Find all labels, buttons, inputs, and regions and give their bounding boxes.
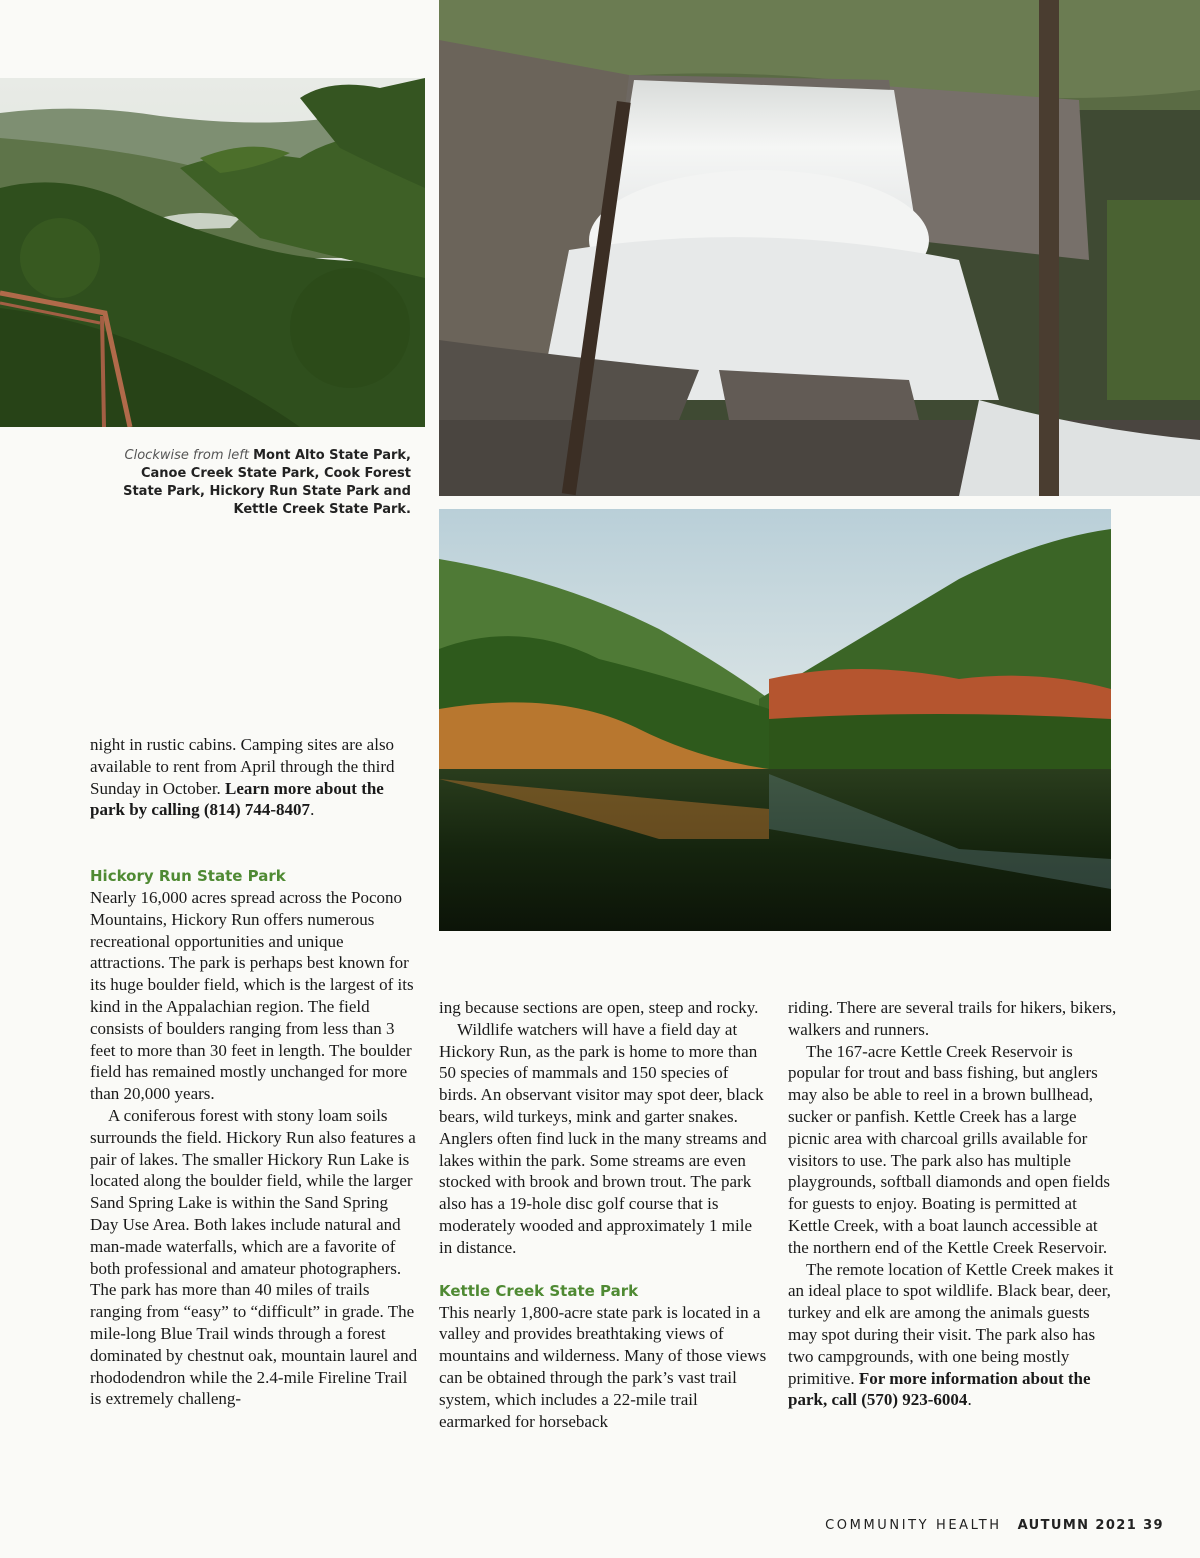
caption-park-names: Mont Alto State Park, Canoe Creek State Park, Cook Forest State Park, Hickory Run State Park and Kettle Creek State Park. bbox=[123, 448, 411, 517]
kettle-paragraph-1-part-2: riding. There are several trails for hikers, bikers, walkers and runners. bbox=[788, 998, 1117, 1039]
hickory-paragraph-2-part-2: ing because sections are open, steep and rocky. bbox=[439, 998, 759, 1017]
photo-mont-alto-overlook bbox=[0, 78, 425, 427]
article-column-1 bbox=[90, 865, 420, 1410]
hickory-run-heading: Hickory Run State Park bbox=[90, 867, 286, 885]
intro-paragraph bbox=[90, 734, 420, 821]
article-column-3 bbox=[788, 997, 1118, 1411]
intro-phone-callout: Learn more about the park by calling (814) 744-8407 bbox=[90, 778, 384, 820]
kettle-phone-callout: For more information about the park, call (570) 923-6004 bbox=[788, 1368, 1091, 1410]
kettle-creek-heading: Kettle Creek State Park bbox=[439, 1281, 639, 1300]
kettle-paragraph-3 bbox=[788, 1259, 1118, 1412]
publication-name: COMMUNITY HEALTH bbox=[825, 1518, 1002, 1533]
intro-end: . bbox=[310, 800, 315, 820]
kettle-paragraph-3-text: The remote location of Kettle Creek makes it an ideal place to spot wildlife. Black bear, deer, turkey and elk are among the animals guests may spot during their visit. The park also has two campgrounds, with one being mostly primitive. bbox=[788, 1259, 1114, 1388]
issue-and-page-number: AUTUMN 2021 39 bbox=[1017, 1518, 1164, 1533]
article-column-2 bbox=[439, 997, 769, 1432]
intro-continuation bbox=[90, 734, 420, 821]
hickory-paragraph-3: Wildlife watchers will have a field day at Hickory Run, as the park is home to more than 50 species of mammals and 150 species of birds. An observant visitor may spot deer, black bears, wild turkeys, mink and garter snakes. Anglers often find luck in the many streams and lakes within the park. Some streams are even stocked with brook and brown trout. The park also has a 19-hole disc golf course that is moderately wooded and approximately 1 mile in distance. bbox=[439, 1019, 767, 1257]
kettle-paragraph-3-end: . bbox=[967, 1390, 972, 1410]
photo-kettle-creek-reservoir bbox=[439, 509, 1111, 931]
page-footer bbox=[825, 1518, 1164, 1533]
photo-caption bbox=[100, 447, 411, 519]
kettle-paragraph-1-part-1: This nearly 1,800-acre state park is located in a valley and provides breathtaking views of mountains and wilderness. Many of those views can be obtained through the park’s vast trail system, which includes a 22-mile trail earmarked for horseback bbox=[439, 1302, 767, 1431]
caption-lead: Clockwise from left bbox=[124, 448, 249, 463]
intro-text: night in rustic cabins. Camping sites are also available to rent from April through the third Sunday in October. bbox=[90, 735, 395, 798]
photo-waterfall-dam bbox=[439, 0, 1200, 496]
hickory-paragraph-1: Nearly 16,000 acres spread across the Pocono Mountains, Hickory Run offers numerous recreational opportunities and unique attractions. The park is perhaps best known for its huge boulder field, which is the largest of its kind in the Appalachian region. The field consists of boulders ranging from less than 3 feet to more than 30 feet in length. The boulder field has remained mostly unchanged for more than 20,000 years. bbox=[90, 888, 414, 1104]
hickory-paragraph-2-part-1: A coniferous forest with stony loam soils surrounds the field. Hickory Run also features a pair of lakes. The smaller Hickory Run Lake is located along the boulder field, while the larger Sand Spring Lake is within the Sand Spring Day Use Area. Both lakes include natural and man-made waterfalls, which are a favorite of both professional and amateur photographers. The park has more than 40 miles of trails ranging from “easy” to “difficult” in grade. The mile-long Blue Trail winds through a forest dominated by chestnut oak, mountain laurel and rhododendron while the 2.4-mile Fireline Trail is extremely challeng- bbox=[90, 1105, 418, 1409]
kettle-paragraph-2: The 167-acre Kettle Creek Reservoir is popular for trout and bass fishing, but anglers may also be able to reel in a brown bullhead, sucker or panfish. Kettle Creek has a large picnic area with charcoal grills available for visitors to use. The park also has multiple playgrounds, softball diamonds and open fields for guests to enjoy. Boating is permitted at Kettle Creek, with a boat launch accessible at the northern end of the Kettle Creek Reservoir. bbox=[788, 1041, 1111, 1257]
